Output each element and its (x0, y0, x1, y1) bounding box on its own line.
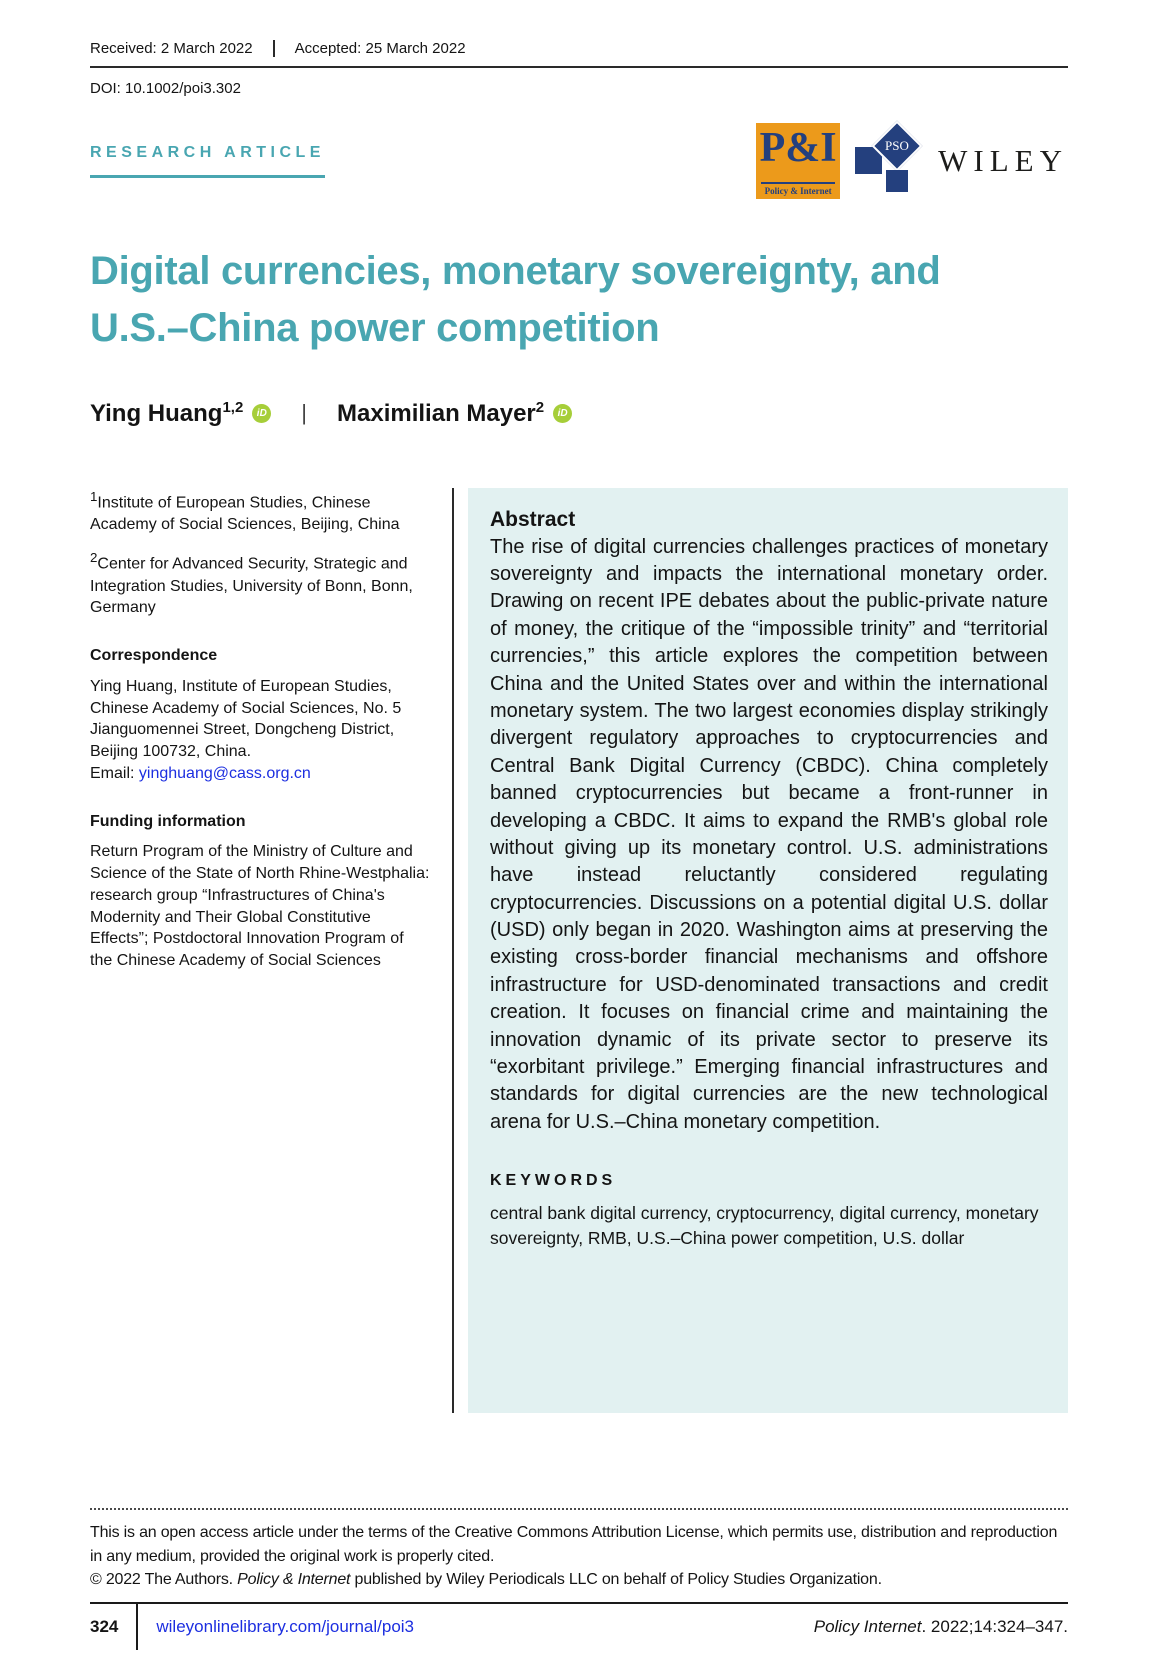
abstract-heading: Abstract (490, 507, 576, 531)
policy-internet-journal-logo (756, 123, 840, 199)
author-name: Ying Huang$^{1,2}$ (90, 398, 244, 427)
accepted-date: Accepted: 25 March 2022 (273, 40, 466, 57)
wiley-logo: WILEY (938, 143, 1068, 178)
affiliation: $^1$Institute of European Studies, Chinese Academy of Social Sciences, Beijing, China (90, 488, 400, 533)
affiliation: $^2$Center for Advanced Security, Strategic and Integration Studies, University of Bonn, Bonn, Germany (90, 550, 413, 617)
content-columns (90, 488, 1068, 1413)
email-link[interactable]: yinghuang@cass.org.cn (138, 764, 311, 782)
footer-bar (90, 1602, 1068, 1650)
orcid-icon[interactable]: iD (553, 404, 572, 423)
funding-heading: Funding information (90, 812, 246, 830)
pso-label: PSO (885, 137, 910, 153)
column-divider (452, 488, 454, 1413)
funding-text: Return Program of the Ministry of Culture and Science of the State of North Rhine-Westphalia: research group “Infrastructures of China's Modernity and Their Global Constitutive Effects”; Postdoctoral Innovation Program of the Chinese Academy of Social Sciences (90, 843, 430, 969)
page-title (90, 243, 1068, 357)
dates-row (90, 40, 1068, 68)
pi-caption: Policy & Internet (761, 182, 835, 196)
left-sidebar (90, 488, 430, 1413)
keywords-text: central bank digital currency, cryptocurrency, digital currency, monetary sovereignty, RMB, U.S.–China power competition, U.S. dollar (490, 1203, 1039, 1249)
page-number: 324 (90, 1617, 119, 1636)
abstract-text: The rise of digital currencies challenges practices of monetary sovereignty and impacts the international monetary order. Drawing on recent IPE debates about the public-private nature of money, the critique of the “impossible trinity” and “territorial currencies,” this article explores the competition between China and the United States over and within the international monetary system. The two largest economies display strikingly divergent regulatory approaches to cryptocurrencies and Central Bank Digital Currency (CBDC). China completely banned cryptocurrencies but became a front-runner in developing a CBDC. It aims to expand the RMB's global role without giving up its monetary control. U.S. administrations have instead reluctantly considered regulating cryptocurrencies. Discussions on a potential digital U.S. dollar (USD) only began in 2020. Washington aims at preserving the existing cross-border financial mechanisms and offshore infrastructure for USD-denominated transactions and credit creation. It focuses on financial crime and maintaining the innovation dynamic of its private sector to preserve its “exorbitant privilege.” Emerging financial infrastructures and standards for digital currencies are the new technological arena for U.S.–China monetary competition. (490, 535, 1048, 1133)
pso-logo (855, 125, 923, 197)
footer (90, 1508, 1068, 1650)
pi-monogram: P&I (759, 125, 837, 171)
copyright-text: © 2022 The Authors. Policy & Internet published by Wiley Periodicals LLC on behalf of Policy Studies Organization. (90, 1571, 882, 1588)
author-affil-sup: 2 (535, 398, 545, 416)
correspondence-heading: Correspondence (90, 647, 218, 664)
abstract-box (468, 488, 1068, 1413)
received-date: Received: 2 March 2022 (90, 40, 253, 57)
title-line-2: U.S.–China power competition (90, 305, 660, 350)
correspondence-text: Ying Huang, Institute of European Studies, Chinese Academy of Social Sciences, No. 5 Jianguomennei Street, Dongcheng District, Beijing 100732, China. (90, 677, 402, 760)
citation: Policy Internet. 2022;14:324–347. (813, 1617, 1068, 1636)
author-name: Maximilian Mayer$^2$ (337, 398, 545, 427)
keywords-heading: KEYWORDS (490, 1172, 617, 1190)
journal-link[interactable]: wileyonlinelibrary.com/journal/poi3 (156, 1617, 415, 1636)
authors-row (90, 399, 1068, 428)
footer-bar-divider (136, 1604, 138, 1650)
copyright-journal-name: Policy & Internet (237, 1571, 351, 1588)
footer-dotted-divider (90, 1508, 1068, 1510)
license-text: This is an open access article under the terms of the Creative Commons Attribution License, which permits use, distribution and reproduction in any medium, provided the original work is properly cited. (90, 1524, 1058, 1565)
brand-row (90, 123, 1068, 199)
correspondence-email-line (90, 763, 430, 785)
author-affil-sup: 1,2 (222, 398, 244, 416)
doi: DOI: 10.1002/poi3.302 (90, 80, 241, 97)
article-type-label: RESEARCH ARTICLE (90, 144, 325, 178)
email-label: Email: (90, 764, 139, 782)
pso-square-icon (886, 170, 908, 192)
author-separator: | (301, 400, 308, 426)
orcid-icon[interactable]: iD (252, 404, 271, 423)
logos (756, 123, 1068, 199)
title-line-1: Digital currencies, monetary sovereignty, and (90, 249, 941, 293)
